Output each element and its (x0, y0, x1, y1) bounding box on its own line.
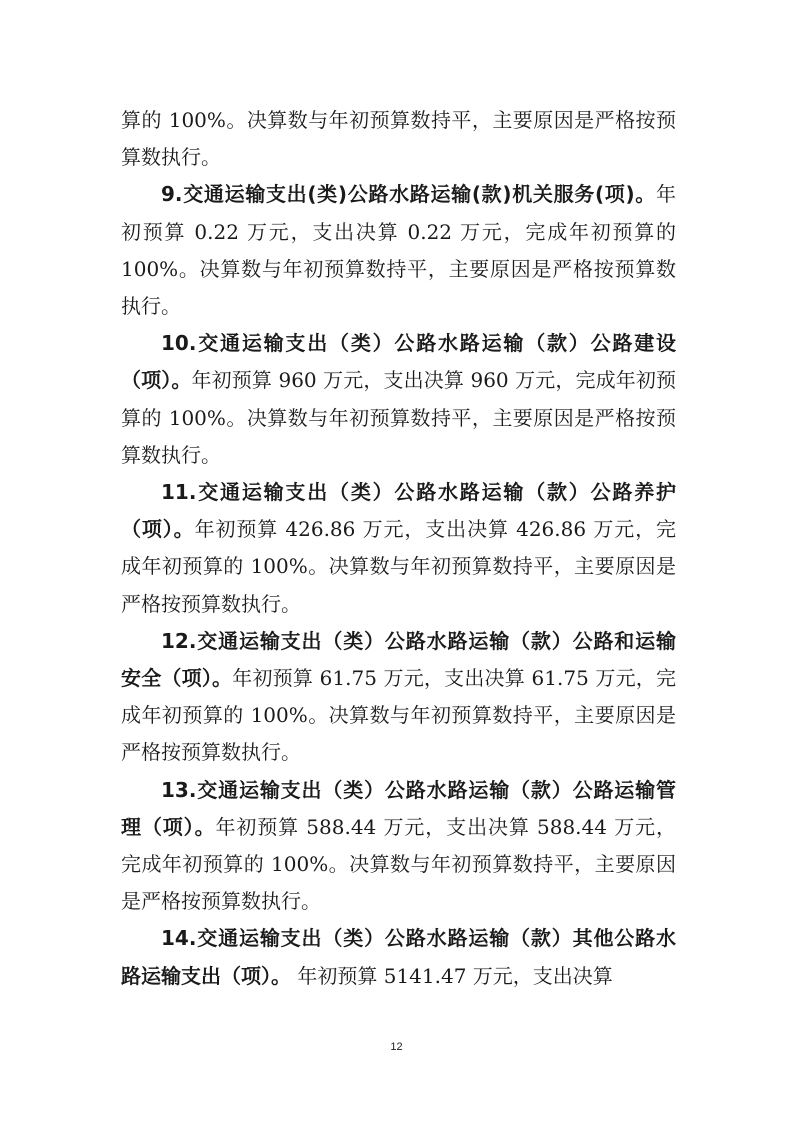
paragraph-text: 算的 100%。决算数与年初预算数持平，主要原因是严格按预算数执行。 (121, 108, 676, 170)
paragraph-text: 年初预算 960 万元，支出决算 960 万元，完成年初预算的 100%。决算数与年初预算数持平，主要原因是严格按预算数执行。 (121, 368, 677, 467)
document-body (121, 102, 676, 995)
page-number: 12 (390, 1041, 403, 1053)
paragraph-text: 年初预算 0.22 万元，支出决算 0.22 万元，完成年初预算的 100%。决算数与年初预算数持平，主要原因是严格按预算数执行。 (121, 182, 676, 319)
paragraph-item-10 (121, 325, 676, 474)
paragraph-heading: 10.交通运输支出（类）公路水路运输（款）公路建设（项）。 (121, 331, 676, 393)
paragraph-text: 年初预算 588.44 万元，支出决算 588.44 万元，完成年初预算的 100%。决算数与年初预算数持平，主要原因是严格按预算数执行。 (121, 814, 677, 914)
paragraph-heading: 12.交通运输支出（类）公路水路运输（款）公路和运输安全（项）。 (121, 628, 676, 691)
paragraph-text: 年初预算 61.75 万元，支出决算 61.75 万元，完成年初预算的 100%。决算数与年初预算数持平，主要原因是严格按预算数执行。 (121, 666, 676, 765)
paragraph-text: 年初预算 426.86 万元，支出决算 426.86 万元，完成年初预算的 100%。决算数与年初预算数持平，主要原因是严格按预算数执行。 (121, 517, 677, 616)
paragraph-continuation (121, 102, 676, 176)
paragraph-heading: 9.交通运输支出(类)公路水路运输(款)机关服务(项)。 (161, 182, 656, 207)
paragraph-item-14 (121, 920, 676, 994)
paragraph-item-9 (121, 176, 676, 325)
paragraph-heading: 14.交通运输支出（类）公路水路运输（款）其他公路水路运输支出（项）。 (121, 926, 676, 988)
paragraph-item-11 (121, 474, 676, 623)
paragraph-text: 年初预算 5141.47 万元，支出决算 (291, 963, 613, 988)
paragraph-heading: 11.交通运输支出（类）公路水路运输（款）公路养护（项）。 (121, 480, 676, 542)
paragraph-heading: 13.交通运输支出（类）公路水路运输（款）公路运输管理（项）。 (121, 777, 676, 839)
paragraph-item-12 (121, 623, 676, 772)
paragraph-item-13 (121, 772, 676, 921)
